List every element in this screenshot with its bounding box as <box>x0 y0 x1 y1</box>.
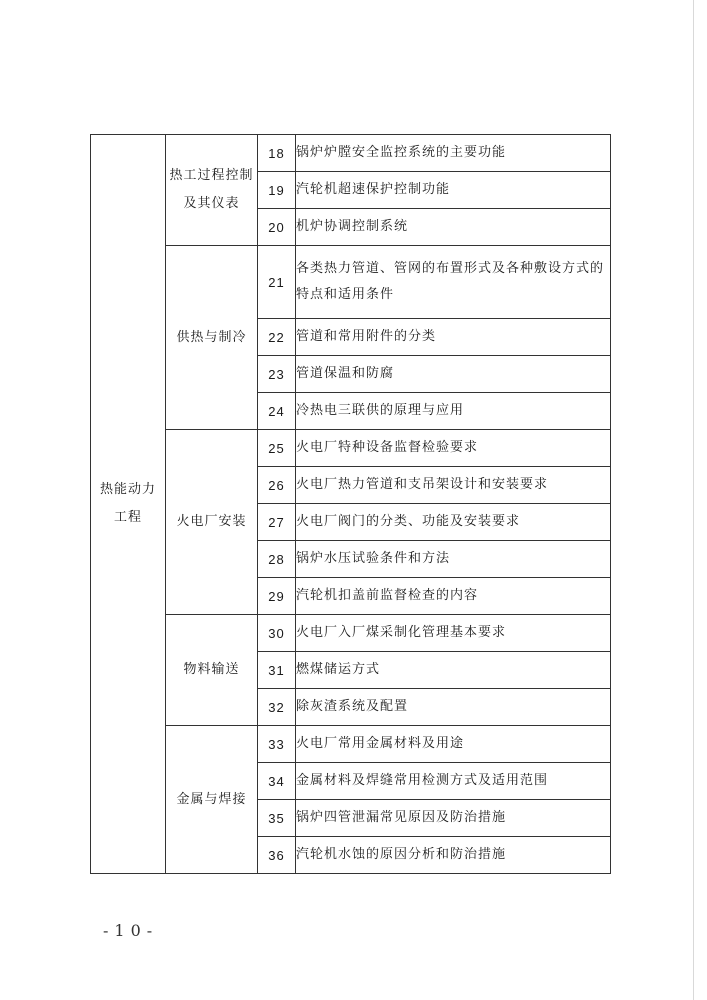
item-topic-cell: 汽轮机超速保护控制功能 <box>296 172 611 209</box>
subcategory-cell: 金属与焊接 <box>166 726 258 874</box>
subcategory-cell: 物料输送 <box>166 615 258 726</box>
syllabus-table-body <box>91 135 611 874</box>
item-topic-cell: 火电厂阀门的分类、功能及安装要求 <box>296 504 611 541</box>
item-number-cell: 21 <box>258 246 296 319</box>
item-number-cell: 22 <box>258 319 296 356</box>
subcategory-cell: 供热与制冷 <box>166 246 258 430</box>
item-topic-cell: 除灰渣系统及配置 <box>296 689 611 726</box>
item-topic-cell: 机炉协调控制系统 <box>296 209 611 246</box>
item-number-cell: 35 <box>258 800 296 837</box>
item-topic-cell: 火电厂常用金属材料及用途 <box>296 726 611 763</box>
item-topic-cell: 火电厂热力管道和支吊架设计和安装要求 <box>296 467 611 504</box>
table-row <box>91 615 611 652</box>
item-number-cell: 26 <box>258 467 296 504</box>
major-category-cell: 热能动力 工程 <box>91 135 166 874</box>
item-number-cell: 30 <box>258 615 296 652</box>
item-topic-cell: 锅炉四管泄漏常见原因及防治措施 <box>296 800 611 837</box>
page-edge-line <box>693 0 694 1000</box>
item-topic-cell: 锅炉炉膛安全监控系统的主要功能 <box>296 135 611 172</box>
item-number-cell: 33 <box>258 726 296 763</box>
subcategory-cell: 热工过程控制 及其仪表 <box>166 135 258 246</box>
item-number-cell: 19 <box>258 172 296 209</box>
table-row <box>91 726 611 763</box>
item-number-cell: 25 <box>258 430 296 467</box>
item-number-cell: 34 <box>258 763 296 800</box>
item-number-cell: 20 <box>258 209 296 246</box>
table-row <box>91 430 611 467</box>
item-topic-cell: 燃煤储运方式 <box>296 652 611 689</box>
item-topic-cell: 锅炉水压试验条件和方法 <box>296 541 611 578</box>
table-row <box>91 135 611 172</box>
item-topic-cell: 汽轮机水蚀的原因分析和防治措施 <box>296 837 611 874</box>
item-number-cell: 28 <box>258 541 296 578</box>
item-topic-cell: 金属材料及焊缝常用检测方式及适用范围 <box>296 763 611 800</box>
item-topic-cell: 管道和常用附件的分类 <box>296 319 611 356</box>
item-number-cell: 23 <box>258 356 296 393</box>
item-number-cell: 36 <box>258 837 296 874</box>
item-number-cell: 24 <box>258 393 296 430</box>
item-number-cell: 27 <box>258 504 296 541</box>
item-topic-cell: 管道保温和防腐 <box>296 356 611 393</box>
table-row <box>91 246 611 319</box>
item-topic-cell: 汽轮机扣盖前监督检查的内容 <box>296 578 611 615</box>
page-number: -10- <box>103 921 159 940</box>
item-number-cell: 31 <box>258 652 296 689</box>
item-number-cell: 29 <box>258 578 296 615</box>
syllabus-table <box>90 134 611 874</box>
item-topic-cell: 冷热电三联供的原理与应用 <box>296 393 611 430</box>
item-topic-cell: 火电厂入厂煤采制化管理基本要求 <box>296 615 611 652</box>
item-topic-cell: 各类热力管道、管网的布置形式及各种敷设方式的特点和适用条件 <box>296 246 611 319</box>
item-topic-cell: 火电厂特种设备监督检验要求 <box>296 430 611 467</box>
subcategory-cell: 火电厂安装 <box>166 430 258 615</box>
item-number-cell: 18 <box>258 135 296 172</box>
item-number-cell: 32 <box>258 689 296 726</box>
